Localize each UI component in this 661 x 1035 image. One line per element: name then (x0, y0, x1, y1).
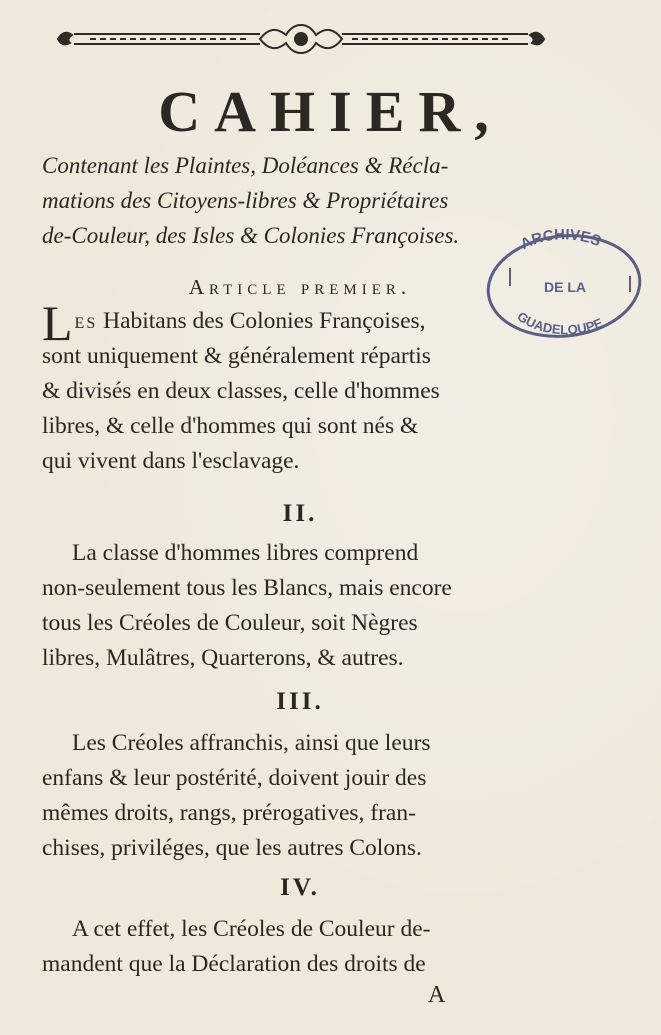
article-2-numeral: II. (282, 500, 318, 527)
text-line-content: Habitans des Colonies Françoises, (103, 308, 426, 334)
stamp-text-middle: DE LA (544, 279, 586, 295)
drop-cap-rest: es (74, 308, 98, 334)
article-2-text (42, 536, 557, 676)
text-line: A cet effet, les Créoles de Couleur de- (72, 916, 431, 942)
text-line: qui vivent dans l'esclavage. (42, 448, 300, 474)
text-line: La classe d'hommes libres comprend (72, 540, 419, 566)
text-line: mandent que la Déclaration des droits de (42, 951, 426, 977)
text-line: chises, priviléges, que les autres Colons. (42, 835, 422, 861)
article-4-numeral: IV. (280, 874, 320, 901)
text-line: Les Créoles affranchis, ainsi que leurs (72, 730, 431, 756)
text-line: tous les Créoles de Couleur, soit Nègres (42, 610, 418, 636)
decorative-header-ornament (50, 22, 552, 56)
article-3-text (42, 726, 557, 866)
text-line: mêmes droits, rangs, prérogatives, fran- (42, 800, 416, 826)
subtitle-line: Contenant les Plaintes, Doléances & Récla- (42, 153, 449, 178)
text-line: sont uniquement & généralement répartis (42, 343, 431, 369)
text-line: libres, Mulâtres, Quarterons, & autres. (42, 645, 404, 671)
drop-cap: L (42, 295, 73, 351)
article-4-text (42, 912, 557, 982)
stamp-text-top: ARCHIVES (517, 228, 604, 254)
text-line: non-seulement tous les Blancs, mais encore (42, 575, 452, 601)
archives-stamp (480, 228, 646, 340)
subtitle-line: mations des Citoyens-libres & Propriétaires (42, 188, 449, 213)
text-line: & divisés en deux classes, celle d'hommes (42, 378, 440, 404)
article-heading: Article premier. (188, 275, 412, 299)
text-line: libres, & celle d'hommes qui sont nés & (42, 413, 419, 439)
article-3-numeral: III. (276, 688, 324, 715)
subtitle-line: de-Couleur, des Isles & Colonies Françoises. (42, 223, 460, 248)
page-title: CAHIER, (158, 79, 503, 144)
text-line: enfans & leur postérité, doivent jouir des (42, 765, 427, 791)
stamp-text-bottom: GUADELOUPE (514, 308, 605, 338)
catchword: A (428, 982, 446, 1008)
